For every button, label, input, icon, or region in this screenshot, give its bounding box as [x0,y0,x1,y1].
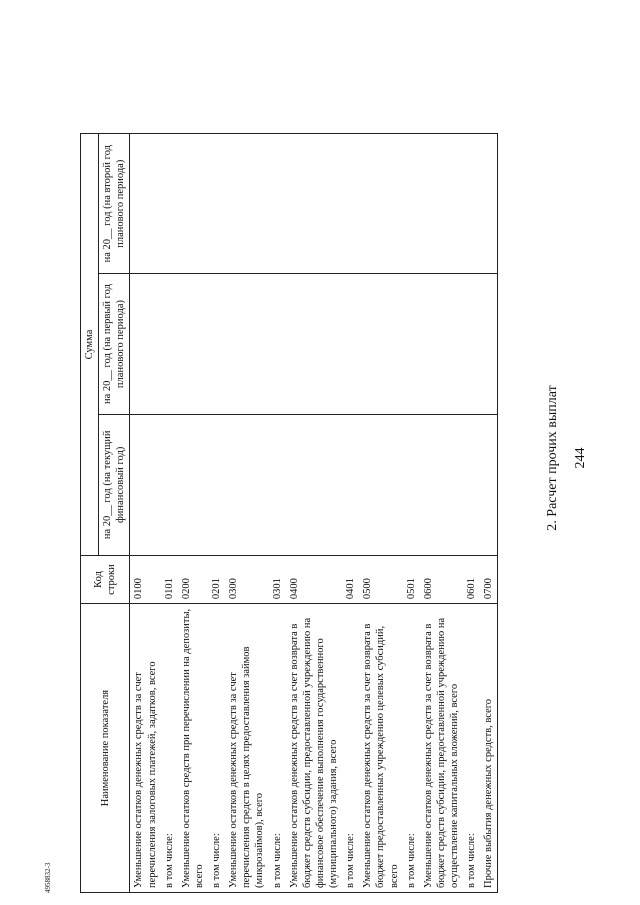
row-value [225,274,268,414]
table-row [130,134,161,893]
row-value [225,414,268,555]
row-value [161,134,178,274]
row-name: в том числе: [269,604,286,893]
row-code: 0200 [178,555,208,603]
row-value [178,414,208,555]
row-value [208,414,225,555]
row-value [403,134,420,274]
row-value [480,134,498,274]
row-value [286,134,343,274]
row-value [286,274,343,414]
rotated-content [40,23,600,893]
row-code: 0600 [420,555,463,603]
row-value [359,274,402,414]
table-row [342,134,359,893]
table-row [463,134,480,893]
row-value [161,274,178,414]
table-row [178,134,208,893]
row-value [342,414,359,555]
row-name: в том числе: [403,604,420,893]
row-code: 0201 [208,555,225,603]
row-code: 0101 [161,555,178,603]
table-row [208,134,225,893]
row-code: 0400 [286,555,343,603]
row-name: Уменьшение остатков денежных средств за счет перечисления залоговых платежей, задатков, всего [130,604,161,893]
row-code: 0100 [130,555,161,603]
footer-document-code: 4958832-3 [44,862,52,893]
row-value [359,134,402,274]
table-row [420,134,463,893]
row-value [269,134,286,274]
row-code: 0601 [463,555,480,603]
row-code: 0700 [480,555,498,603]
header-year-current: на 20__ год (на текущий финансовый год) [99,414,130,555]
row-value [161,414,178,555]
header-indicator-name: Наименование показателя [81,604,130,893]
row-value [342,134,359,274]
table-row [269,134,286,893]
row-value [130,134,161,274]
row-value [208,274,225,414]
row-value [480,274,498,414]
table-row [286,134,343,893]
row-value [342,274,359,414]
row-name: в том числе: [161,604,178,893]
row-value [463,274,480,414]
row-value [463,414,480,555]
header-row-code: Код строки [81,555,130,603]
row-value [420,274,463,414]
row-value [463,134,480,274]
row-name: Уменьшение остатков денежных средств за счет перечисления средств в целях предоставления займов (микрозаймов), всего [225,604,268,893]
row-name: Уменьшение остатков денежных средств за счет возврата в бюджет средств субсидии, предоставленной учреждению на осуществление капитальных вложений, всего [420,604,463,893]
row-name: в том числе: [342,604,359,893]
row-name: Уменьшение остатков денежных средств за счет возврата в бюджет предоставленных учреждению целевых субсидий, всего [359,604,402,893]
section-title: 2. Расчет прочих выплат [545,385,560,531]
header-sum: Сумма [81,134,99,556]
row-value [130,274,161,414]
row-value [269,414,286,555]
table-body [130,134,498,893]
row-value [403,414,420,555]
table-row [161,134,178,893]
row-name: в том числе: [463,604,480,893]
row-code: 0300 [225,555,268,603]
row-name: Прочие выбытия денежных средств, всего [480,604,498,893]
row-value [269,274,286,414]
row-value [225,134,268,274]
table-row [403,134,420,893]
row-value [208,134,225,274]
row-code: 0501 [403,555,420,603]
row-name: Уменьшение остатков средств при перечислении на депозиты, всего [178,604,208,893]
row-value [178,134,208,274]
table-row [480,134,498,893]
row-value [130,414,161,555]
row-value [420,134,463,274]
row-code: 0301 [269,555,286,603]
row-value [480,414,498,555]
row-code: 0500 [359,555,402,603]
row-value [178,274,208,414]
header-year-first: на 20__ год (на первый год планового периода) [99,274,130,414]
row-value [403,274,420,414]
row-name: в том числе: [208,604,225,893]
table-row [225,134,268,893]
payments-table [80,133,498,893]
row-name: Уменьшение остатков денежных средств за счет возврата в бюджет средств субсидии, предоставленной учреждению на финансовое обеспечение выполнения государственного (муниципального) задания, всего [286,604,343,893]
row-value [359,414,402,555]
table-row [359,134,402,893]
page-number: 244 [573,447,588,469]
row-value [420,414,463,555]
header-year-second: на 20__ год (на второй год планового периода) [99,134,130,274]
row-code: 0401 [342,555,359,603]
row-value [286,414,343,555]
